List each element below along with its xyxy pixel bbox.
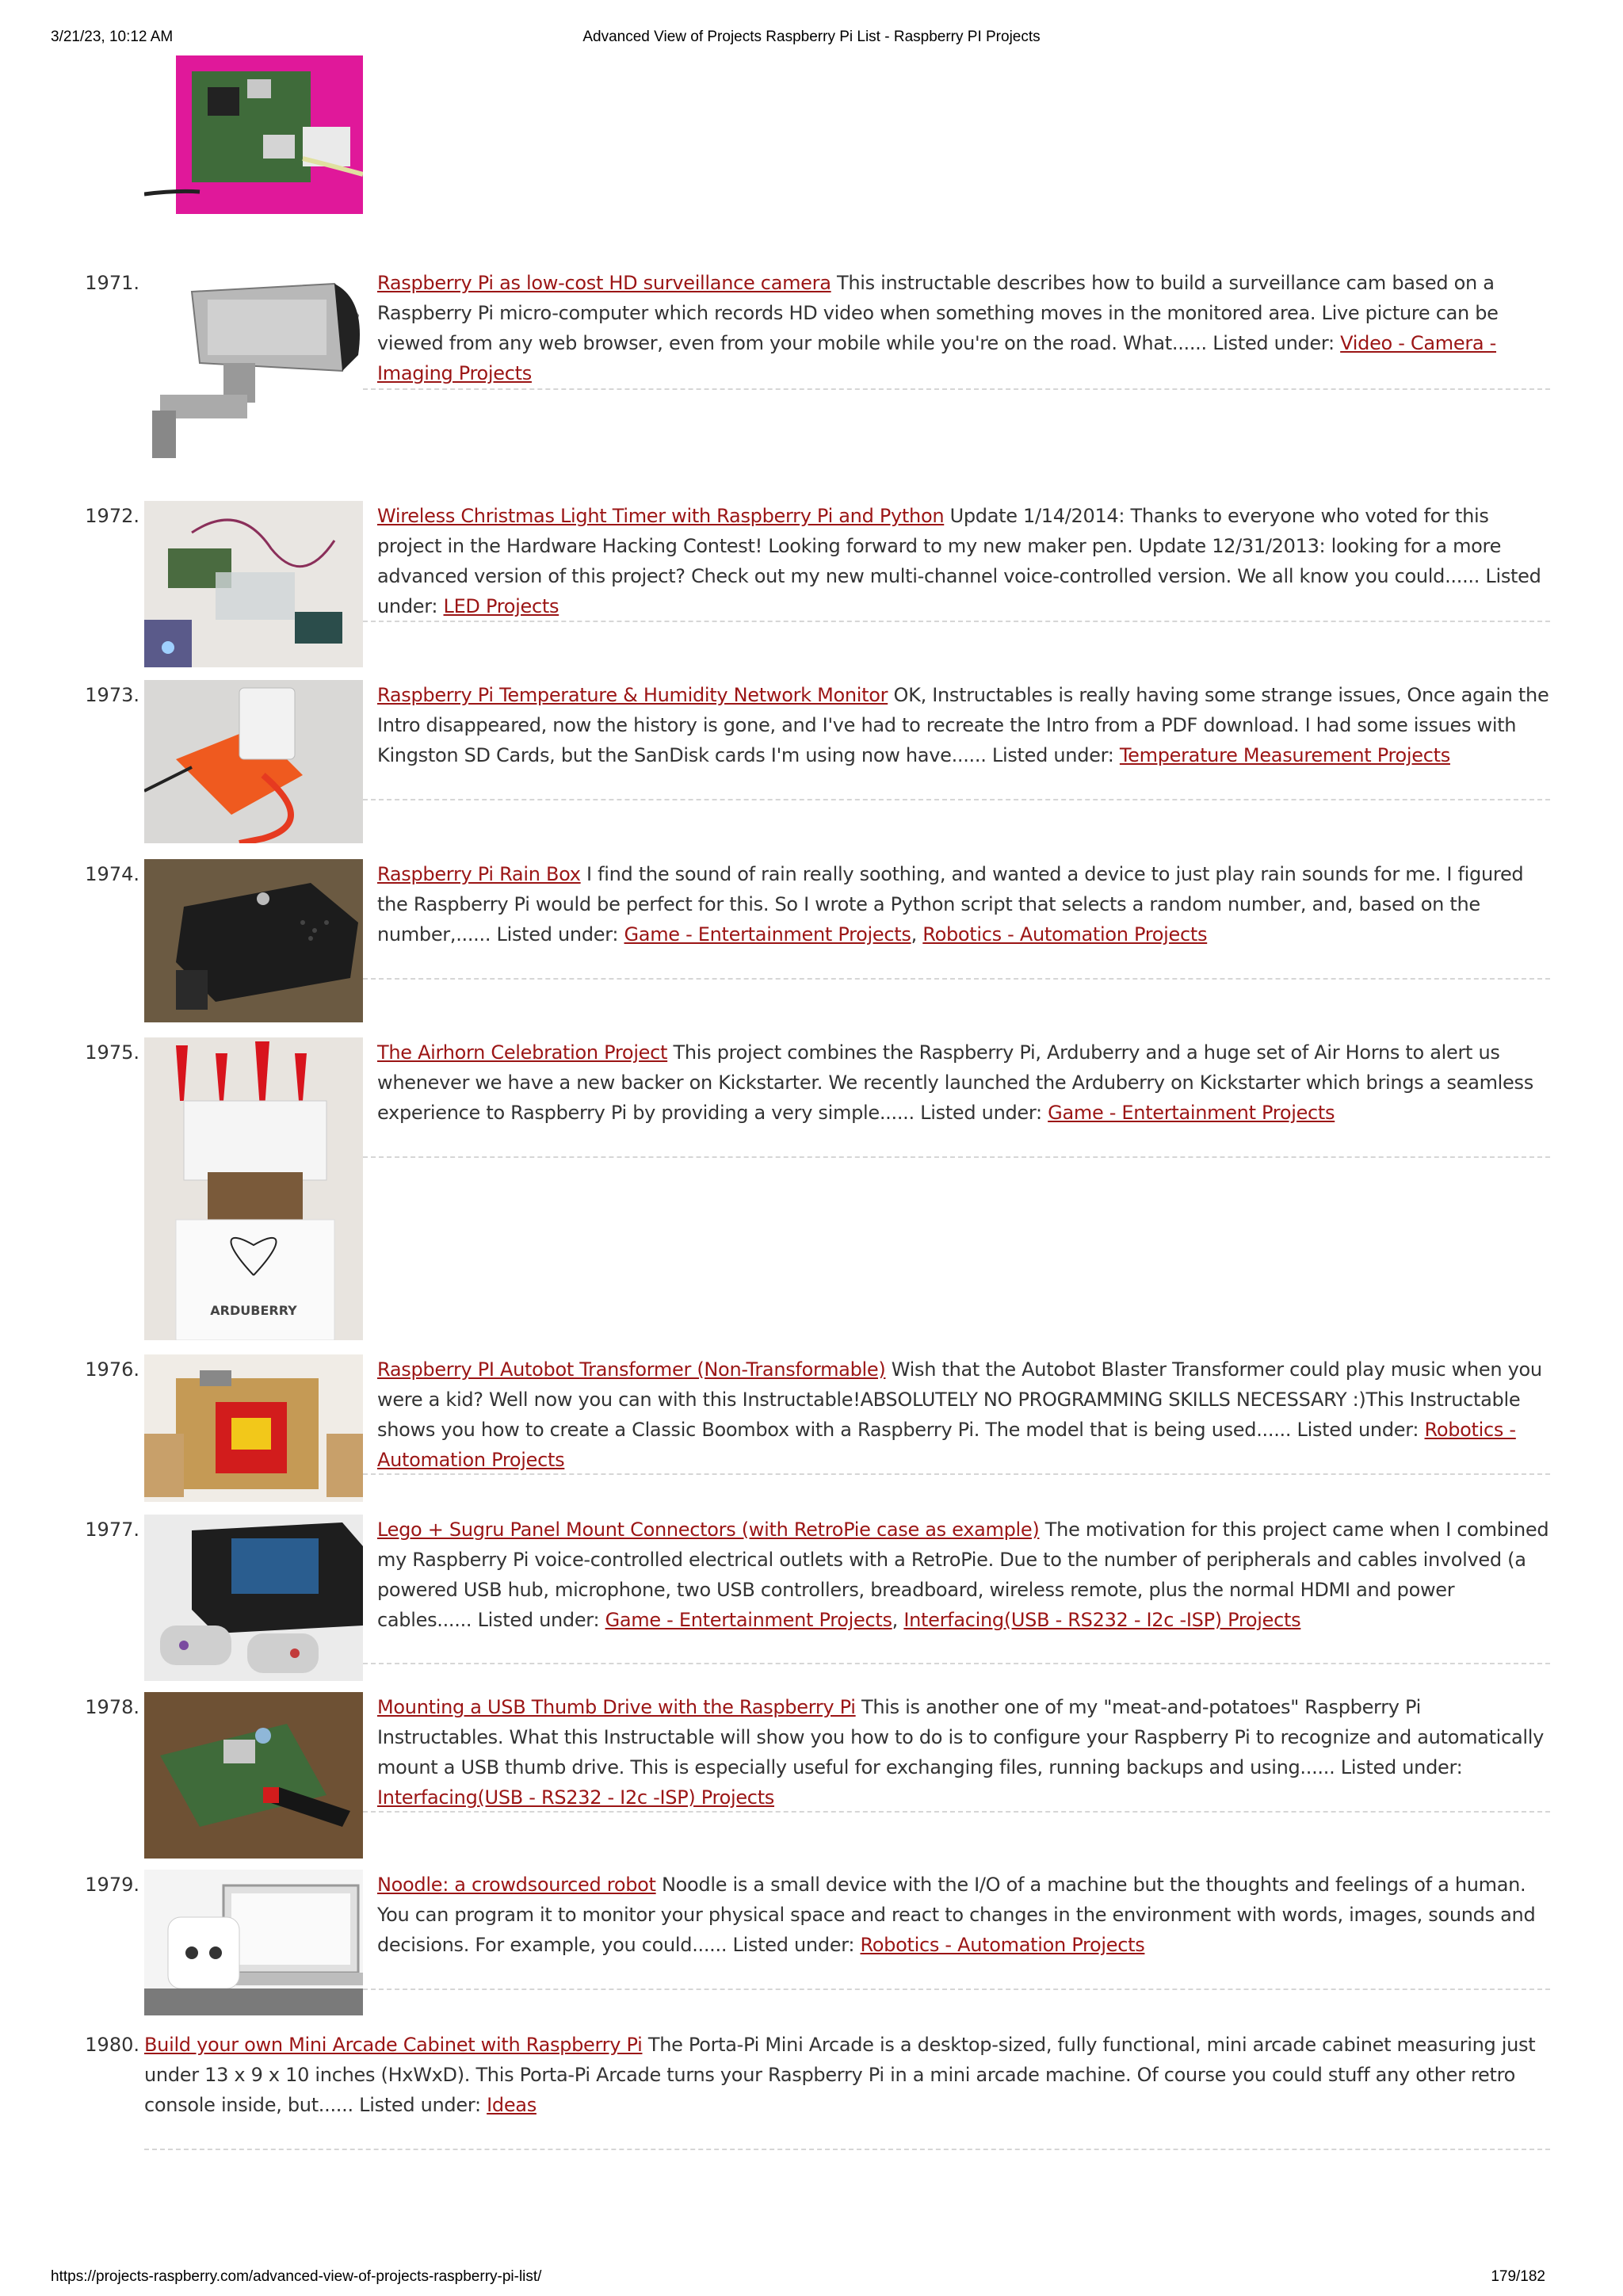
item-text [377, 680, 1550, 770]
print-timestamp: 3/21/23, 10:12 AM [51, 29, 174, 45]
list-item [0, 1692, 1623, 1860]
item-title-link[interactable]: Lego + Sugru Panel Mount Connectors (with RetroPie case as example) [377, 1519, 1040, 1541]
item-text [377, 501, 1550, 621]
item-number: 1974. [85, 863, 139, 885]
item-description: This project combines the Raspberry Pi, Arduberry and a huge set of Air Horns to alert us whenever we have a new backer on Kickstarter. We recently launched the Arduberry on Kickstarter which brings a seamless experience to Raspberry Pi by providing a very simple...... [377, 1041, 1533, 1124]
list-item [0, 1870, 1623, 2020]
listed-under-label: Listed under: [920, 1102, 1042, 1124]
item-divider [363, 1988, 1550, 1990]
item-title-link[interactable]: Wireless Christmas Light Timer with Raspberry Pi and Python [377, 505, 945, 527]
item-text [377, 1037, 1550, 1128]
item-title-link[interactable]: Raspberry Pi Temperature & Humidity Network Monitor [377, 684, 888, 706]
list-item [0, 501, 1623, 667]
item-thumbnail [144, 1870, 363, 2015]
item-number: 1971. [85, 272, 139, 294]
listed-under-label: Listed under: [732, 1934, 855, 1956]
list-item [0, 268, 1623, 474]
category-link[interactable]: Game - Entertainment Projects [624, 923, 911, 946]
item-thumbnail [144, 1037, 363, 1340]
listed-under-label: Listed under: [359, 2094, 481, 2116]
listed-under-label: Listed under: [991, 744, 1114, 766]
item-text: Raspberry Pi Rain Box I find the sound of rain really soothing, and wanted a device to just play rain sounds for me. I figured the Raspberry Pi would be perfect for this. So I wrote a Python script that selects a random number, and, based on the number,...... Listed under: Game - Entertainment Projects, Robotics - Automation Projects [377, 863, 1524, 946]
category-link[interactable]: Game - Entertainment Projects [1048, 1102, 1335, 1124]
item-thumbnail [144, 859, 363, 1022]
item-title-link[interactable]: Mounting a USB Thumb Drive with the Raspberry Pi [377, 1696, 856, 1718]
item-thumbnail [144, 501, 363, 667]
listed-under-label: Listed under: [1340, 1756, 1463, 1778]
listed-under-label: Listed under: [477, 1609, 600, 1631]
listed-under-label: Listed under: [377, 565, 1541, 617]
print-page-title: Advanced View of Projects Raspberry Pi List - Raspberry PI Projects [582, 29, 1041, 45]
list-item [0, 2030, 1623, 2157]
item-description: The motivation for this project came when I combined my Raspberry Pi voice-controlled electrical outlets with a RetroPie. Due to the number of peripherals and cables involved (a powered USB hub, microphone, two USB controllers, breadboard, wireless remote, plus the normal HDMI and power cables...... [377, 1519, 1549, 1631]
item-divider [363, 799, 1550, 800]
item-divider [363, 978, 1550, 980]
item-number: 1975. [85, 1041, 139, 1064]
print-url: https://projects-raspberry.com/advanced-view-of-projects-raspberry-pi-list/ [51, 2268, 542, 2285]
item-number: 1980. [85, 2034, 139, 2056]
item-number: 1979. [85, 1874, 139, 1896]
item-text [377, 1354, 1550, 1475]
item-thumbnail [144, 1515, 363, 1681]
category-link[interactable]: Ideas [487, 2094, 537, 2116]
item-divider [363, 621, 1550, 622]
item-divider [363, 1663, 1550, 1664]
item-description: Update 1/14/2014: Thanks to everyone who voted for this project in the Hardware Hacking Contest! Looking forward to my new maker pen. Update 12/31/2013: looking for a more advanced version of this project? Check out my new multi-channel voice-controlled version. We all know you could...... [377, 505, 1502, 587]
item-title-link[interactable]: Raspberry Pi Rain Box [377, 863, 581, 885]
list-item [0, 680, 1623, 846]
item-thumbnail [144, 1692, 363, 1859]
item-title-link[interactable]: The Airhorn Celebration Project [377, 1041, 668, 1064]
listed-under-label: Listed under: [1212, 332, 1335, 354]
category-link[interactable]: Interfacing(USB - RS232 - I2c -ISP) Projects [377, 1786, 775, 1809]
category-link[interactable]: Temperature Measurement Projects [1119, 744, 1450, 766]
category-link[interactable]: Game - Entertainment Projects [605, 1609, 892, 1631]
item-text [377, 1692, 1550, 1813]
item-divider [144, 2149, 1550, 2150]
item-number: 1978. [85, 1696, 139, 1718]
item-number: 1977. [85, 1519, 139, 1541]
arduberry-logo-text: ARDUBERRY [210, 1303, 297, 1318]
category-link[interactable]: Video - Camera - Imaging Projects [377, 332, 1497, 384]
category-link[interactable]: Robotics - Automation Projects [860, 1934, 1145, 1956]
item-text [377, 268, 1550, 388]
item-description: I find the sound of rain really soothing, and wanted a device to just play rain sounds for me. I figured the Raspberry Pi would be perfect for this. So I wrote a Python script that selects a random number, and, based on the number,...... [377, 863, 1524, 946]
item-thumbnail [144, 1354, 363, 1502]
item-description: Wish that the Autobot Blaster Transformer could play music when you were a kid? Well now you can with this Instructable!ABSOLUTELY NO PROGRAMMING SKILLS NECESSARY :)This Instructable shows you how to create a Classic Boombox with a Raspberry Pi. The model that is being used...... [377, 1358, 1542, 1441]
item-number: 1972. [85, 505, 139, 527]
list-item [0, 859, 1623, 1026]
item-thumbnail [144, 680, 363, 843]
item-divider [363, 1156, 1550, 1158]
item-description: Noodle is a small device with the I/O of a machine but the thoughts and feelings of a human. You can program it to monitor your physical space and react to changes in the environment with words, images, sounds and decisions. For example, you could...... [377, 1874, 1536, 1956]
item-description: The Porta-Pi Mini Arcade is a desktop-sized, fully functional, mini arcade cabinet measuring just under 13 x 9 x 10 inches (HxWxD). This Porta-Pi Arcade turns your Raspberry Pi in a mini arcade machine. Of course you could stuff any other retro console inside, but...... [144, 2034, 1536, 2116]
item-title-link[interactable]: Build your own Mini Arcade Cabinet with Raspberry Pi [144, 2034, 643, 2056]
item-description: This is another one of my "meat-and-potatoes" Raspberry Pi Instructables. What this Instructable will show you how to do is to configure your Raspberry Pi to recognize and automatically mount a USB thumb drive. This is especially useful for exchanging files, running backups and using...... [377, 1696, 1544, 1778]
list-item [0, 1515, 1623, 1683]
item-title-link[interactable]: Noodle: a crowdsourced robot [377, 1874, 656, 1896]
print-page-number: 179/182 [1491, 2268, 1545, 2285]
category-link[interactable]: Robotics - Automation Projects [377, 1419, 1516, 1471]
item-number: 1976. [85, 1358, 139, 1381]
category-link[interactable]: Interfacing(USB - RS232 - I2c -ISP) Projects [903, 1609, 1301, 1631]
item-title-link[interactable]: Raspberry Pi as low-cost HD surveillance camera [377, 272, 831, 294]
print-header [0, 29, 1623, 49]
item-divider [363, 1473, 1550, 1475]
list-item [0, 1037, 1623, 1342]
item-text [144, 2030, 1550, 2120]
listed-under-label: Listed under: [1296, 1419, 1419, 1441]
category-link[interactable]: LED Projects [443, 595, 559, 617]
item-divider [363, 388, 1550, 390]
item-description: OK, Instructables is really having some strange issues, Once again the Intro disappeared, now the history is gone, and I've had to recreate the Intro from a PDF download. I had some issues with Kingston SD Cards, but the SanDisk cards I'm using now have...... [377, 684, 1549, 766]
listed-under-label: Listed under: [496, 923, 619, 946]
item-number: 1973. [85, 684, 139, 706]
print-footer [0, 2268, 1623, 2289]
list-item [0, 1354, 1623, 1505]
category-link[interactable]: Robotics - Automation Projects [922, 923, 1208, 946]
item-divider [363, 1811, 1550, 1813]
item-text: Lego + Sugru Panel Mount Connectors (with RetroPie case as example) The motivation for this project came when I combined my Raspberry Pi voice-controlled electrical outlets with a RetroPie. Due to the number of peripherals and cables involved (a powered USB hub, microphone, two USB controllers, breadboard, wireless remote, plus the normal HDMI and power cables...... Listed under: Game - Entertainment Projects, Interfacing(USB - RS232 - I2c -ISP) Projects [377, 1519, 1549, 1631]
item-text [377, 1870, 1550, 1960]
item-description: This instructable describes how to build a surveillance cam based on a Raspberry Pi micro-computer which records HD video when something moves in the monitored area. Live picture can be viewed from any web browser, even from your mobile while you're on the road. What...... [377, 272, 1499, 354]
item-thumbnail [144, 268, 363, 464]
item-title-link[interactable]: Raspberry PI Autobot Transformer (Non-Transformable) [377, 1358, 886, 1381]
previous-item-thumbnail [144, 55, 363, 217]
